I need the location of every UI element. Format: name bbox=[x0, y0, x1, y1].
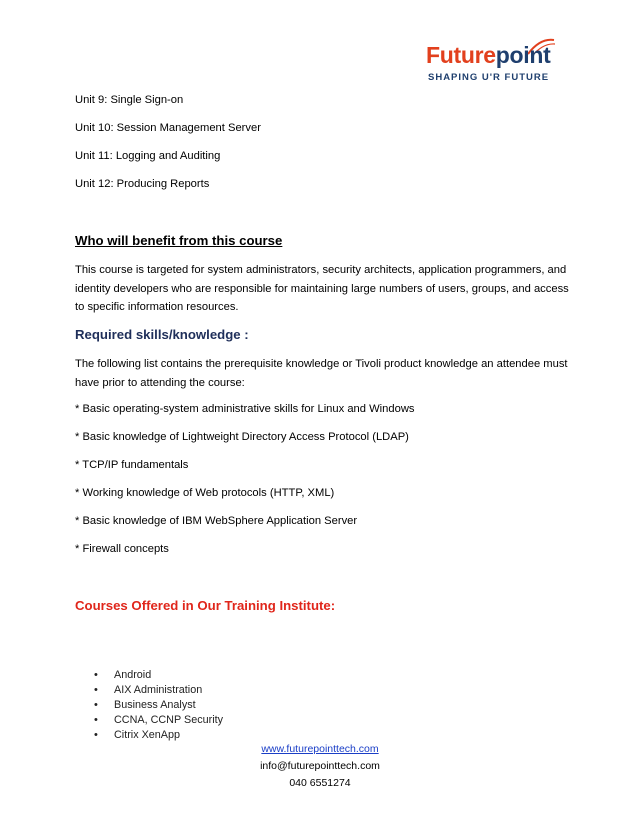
course-label: AIX Administration bbox=[114, 684, 203, 696]
footer-phone: 040 6551274 bbox=[289, 777, 351, 789]
footer-website[interactable] bbox=[240, 743, 400, 755]
course-label: Business Analyst bbox=[114, 699, 196, 711]
benefit-text: This course is targeted for system administrators, security architects, application programmers, and identity developers who are responsible for maintaining large numbers of users, groups, and access to specific information resources. bbox=[75, 264, 569, 313]
skills-heading: Required skills/knowledge : bbox=[75, 327, 249, 342]
unit-line: Unit 11: Logging and Auditing bbox=[75, 150, 221, 162]
unit-line: Unit 10: Session Management Server bbox=[75, 122, 261, 134]
footer-email: info@futurepointtech.com bbox=[260, 760, 380, 772]
course-label: Citrix XenApp bbox=[114, 729, 181, 741]
benefit-heading: Who will benefit from this course bbox=[75, 233, 283, 248]
logo-word-future: Future bbox=[426, 42, 496, 68]
logo-word-point: point bbox=[495, 42, 551, 68]
courses-heading: Courses Offered in Our Training Institute: bbox=[75, 598, 336, 613]
unit-line: Unit 9: Single Sign-on bbox=[75, 94, 184, 106]
bullet-icon: • bbox=[94, 714, 98, 726]
skills-intro: The following list contains the prerequisite knowledge or Tivoli product knowledge an attendee must have prior to attending the course: bbox=[75, 358, 568, 389]
logo-tagline: SHAPING U'R FUTURE bbox=[428, 72, 550, 83]
skill-item: * TCP/IP fundamentals bbox=[75, 459, 189, 471]
skill-item: * Basic knowledge of Lightweight Directory Access Protocol (LDAP) bbox=[75, 431, 409, 443]
skill-item: * Firewall concepts bbox=[75, 543, 169, 555]
course-label: CCNA, CCNP Security bbox=[114, 714, 223, 726]
bullet-icon: • bbox=[94, 684, 98, 696]
bullet-icon: • bbox=[94, 669, 98, 681]
website-link[interactable]: www.futurepointtech.com bbox=[261, 743, 379, 755]
bullet-icon: • bbox=[94, 699, 98, 711]
futurepoint-logo bbox=[426, 40, 556, 90]
skill-item: * Basic operating-system administrative skills for Linux and Windows bbox=[75, 403, 415, 415]
unit-line: Unit 12: Producing Reports bbox=[75, 178, 210, 190]
course-label: Android bbox=[114, 669, 152, 681]
skill-item: * Basic knowledge of IBM WebSphere Application Server bbox=[75, 515, 358, 527]
bullet-icon: • bbox=[94, 729, 98, 741]
logo-wordmark bbox=[426, 42, 550, 69]
skill-item: * Working knowledge of Web protocols (HTTP, XML) bbox=[75, 487, 335, 499]
